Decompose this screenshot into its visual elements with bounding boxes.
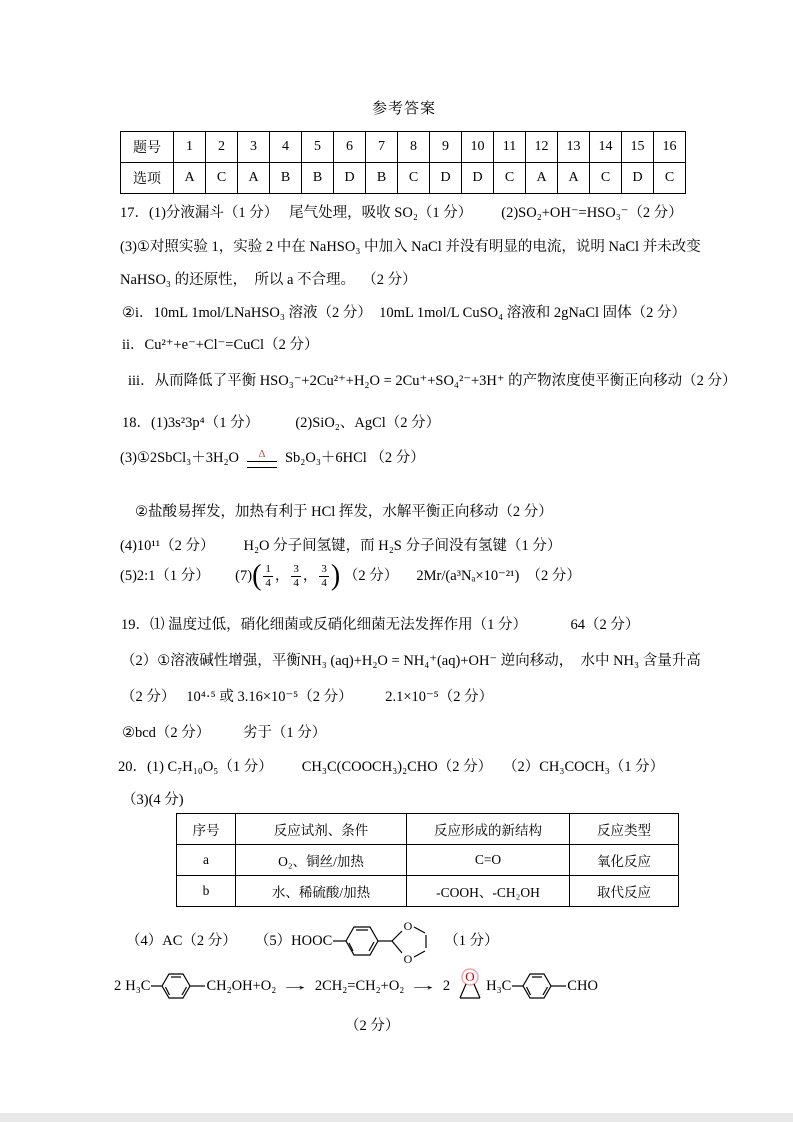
answer-option: A: [558, 163, 590, 194]
q20-line4-prefix: （4）AC（2 分） （5）: [126, 933, 292, 949]
fraction-numerator: 1: [265, 562, 271, 575]
oxygen-atom-label: O: [403, 952, 413, 966]
question-number: 15: [622, 132, 654, 163]
epoxide-oxygen-label: O: [465, 969, 475, 984]
answer-table-number-row: [121, 132, 686, 163]
reaction-table-row-b: [177, 876, 679, 907]
answer-option: C: [590, 163, 622, 194]
answer-option: C: [654, 163, 686, 194]
equation-left-side: (3)①2SbCl₃＋3H₂O: [120, 450, 239, 466]
q18-line5: [120, 559, 581, 592]
column-header: 反应类型: [570, 814, 679, 845]
reaction-table: [176, 813, 679, 907]
table-cell: O₂、铜丝/加热: [236, 845, 407, 876]
q20-line4-suffix: （1 分）: [444, 933, 499, 949]
answer-option: D: [622, 163, 654, 194]
page-title: 参考答案: [371, 101, 436, 117]
q19-line2: （2）①溶液碱性增强，平衡NH₃ (aq)+H₂O = NH₄⁺(aq)+OH⁻ 逆向移动， 水中 NH₃ 含量升高: [121, 653, 701, 669]
benzene-ring-icon: [511, 966, 567, 1006]
q17-line2: (3)①对照实验 1，实验 2 中在 NaHSO₃ 中加入 NaCl 并没有明显的电流，说明 NaCl 并未改变: [120, 239, 701, 255]
question-number: 9: [430, 132, 462, 163]
question-number: 2: [206, 132, 238, 163]
q20-line2: （3)(4 分): [122, 792, 184, 808]
question-number: 10: [462, 132, 494, 163]
coefficient: 2: [114, 978, 122, 994]
answer-table-row2-label: 选项: [121, 163, 174, 194]
q19-line4: ②bcd（2 分） 劣于（1 分）: [122, 725, 327, 741]
comma: ，: [302, 568, 318, 584]
answer-option: B: [366, 163, 398, 194]
q20-line4: [126, 913, 499, 969]
q19-line1: 19．⑴ 温度过低，硝化细菌或反硝化细菌无法发挥作用（1 分） 64（2 分）: [121, 617, 640, 633]
answer-option: A: [238, 163, 270, 194]
double-line-equals: [247, 461, 277, 468]
q20-line1: 20．(1) C₇H₁₀O₅（1 分） CH₃C(COOCH₃)₂CHO（2 分） （2）CH₃COCH₃（1 分）: [118, 759, 665, 775]
answer-option: B: [302, 163, 334, 194]
table-cell: a: [177, 845, 236, 876]
fraction-2: [291, 563, 301, 589]
answer-option: C: [398, 163, 430, 194]
question-number: 1: [174, 132, 206, 163]
column-header: 反应试剂、条件: [236, 814, 407, 845]
fraction-denominator: 4: [293, 576, 299, 589]
q17-line6: iii．从而降低了平衡 HSO₃⁻+2Cu²⁺+H₂O = 2Cu⁺+SO₄²⁻+3H⁺ 的产物浓度使平衡正向移动（2 分）: [128, 373, 737, 389]
column-header: 序号: [177, 814, 236, 845]
answer-option: C: [206, 163, 238, 194]
q18-equation-line: [120, 448, 425, 468]
close-paren: ): [330, 559, 341, 592]
q19-line3: （2 分） 10⁴·⁵ 或 3.16×10⁻⁵（2 分） 2.1×10⁻⁵（2 分）: [121, 689, 494, 705]
q17-line3: NaHSO₃ 的还原性， 所以 a 不合理。 （2 分）: [120, 272, 417, 288]
q18-line5-suffix: （2 分） 2Mr/(a³Nₐ×10⁻²¹) （2 分）: [340, 568, 581, 584]
answer-table-option-row: [121, 163, 686, 194]
reaction-arrow: →: [408, 978, 439, 994]
open-paren: (: [252, 559, 262, 592]
question-number: 13: [558, 132, 590, 163]
question-number: 8: [398, 132, 430, 163]
equation-right-side: Sb₂O₃＋6HCl （2 分）: [284, 450, 425, 466]
answer-option: B: [270, 163, 302, 194]
table-cell: 取代反应: [570, 876, 679, 907]
page-bottom-edge: [0, 1113, 793, 1122]
answer-option: D: [462, 163, 494, 194]
coefficient: 2: [442, 978, 451, 994]
table-cell: 氧化反应: [570, 845, 679, 876]
methyl-group-label: H₃C: [125, 978, 151, 994]
q17-line4: ②i．10mL 1mol/LNaHSO₃ 溶液（2 分） 10mL 1mol/L CuSO₄ 溶液和 2gNaCl 固体（2 分）: [122, 305, 687, 321]
question-number: 7: [366, 132, 398, 163]
carboxyl-group-label: HOOC: [291, 933, 333, 949]
epoxide-ring-icon: [454, 968, 486, 1004]
comma: ，: [274, 568, 290, 584]
q17-line1: 17．(1)分液漏斗（1 分） 尾气处理，吸收 SO₂（1 分） (2)SO₂+OH⁻=HSO₃⁻（2 分）: [120, 205, 683, 221]
q17-line5: ii．Cu²⁺+e⁻+Cl⁻=CuCl（2 分）: [122, 337, 319, 353]
q18-line5-prefix: (5)2:1（1 分） (7): [120, 568, 253, 584]
benzene-dioxolane-structure-icon: [332, 913, 444, 969]
column-header: 反应形成的新结构: [407, 814, 570, 845]
q18-line3: ②盐酸易挥发，加热有利于 HCl 挥发，水解平衡正向移动（2 分）: [135, 504, 553, 520]
fraction-denominator: 4: [265, 576, 271, 589]
fraction-3: [319, 563, 329, 589]
answer-key-table: [120, 131, 686, 194]
delta-heated-equals-icon: [247, 449, 277, 468]
reaction-arrow: →: [280, 978, 311, 994]
question-number: 3: [238, 132, 270, 163]
answer-table-row1-label: 题号: [121, 132, 174, 163]
question-number: 5: [302, 132, 334, 163]
question-number: 4: [270, 132, 302, 163]
question-number: 12: [526, 132, 558, 163]
oxygen-atom-label: O: [403, 919, 413, 933]
answer-option: D: [334, 163, 366, 194]
methyl-group-label: H₃C: [486, 978, 512, 994]
fraction-numerator: 3: [321, 562, 327, 575]
answer-option: A: [174, 163, 206, 194]
table-cell: 水、稀硫酸/加热: [236, 876, 407, 907]
aldehyde-group-label: CHO: [567, 978, 598, 994]
question-number: 11: [494, 132, 526, 163]
q18-line4: (4)10¹¹（2 分） H₂O 分子间氢键，而 H₂S 分子间没有氢键（1 分）: [120, 538, 562, 554]
q18-line1: 18．(1)3s²3p⁴（1 分） (2)SiO₂、AgCl（2 分）: [122, 415, 441, 431]
fraction-1: [263, 563, 273, 589]
answer-option: D: [430, 163, 462, 194]
table-cell: b: [177, 876, 236, 907]
reaction-table-row-a: [177, 845, 679, 876]
delta-symbol: Δ: [258, 447, 266, 460]
answer-option: C: [494, 163, 526, 194]
fraction-denominator: 4: [321, 576, 327, 589]
question-number: 14: [590, 132, 622, 163]
benzene-ring-icon: [150, 966, 206, 1006]
reaction-table-header-row: [177, 814, 679, 845]
q20-score: （2 分）: [345, 1018, 400, 1034]
answer-option: A: [526, 163, 558, 194]
q20-final-equation: [114, 966, 598, 1006]
ethylene-oxygen-reactants: 2CH₂=CH₂+O₂: [314, 978, 405, 994]
fraction-numerator: 3: [293, 562, 299, 575]
table-cell: -COOH、-CH₂OH: [407, 876, 570, 907]
question-number: 6: [334, 132, 366, 163]
alcohol-oxygen-reactants: CH₂OH+O₂: [206, 978, 277, 994]
table-cell: C=O: [407, 845, 570, 876]
question-number: 16: [654, 132, 686, 163]
